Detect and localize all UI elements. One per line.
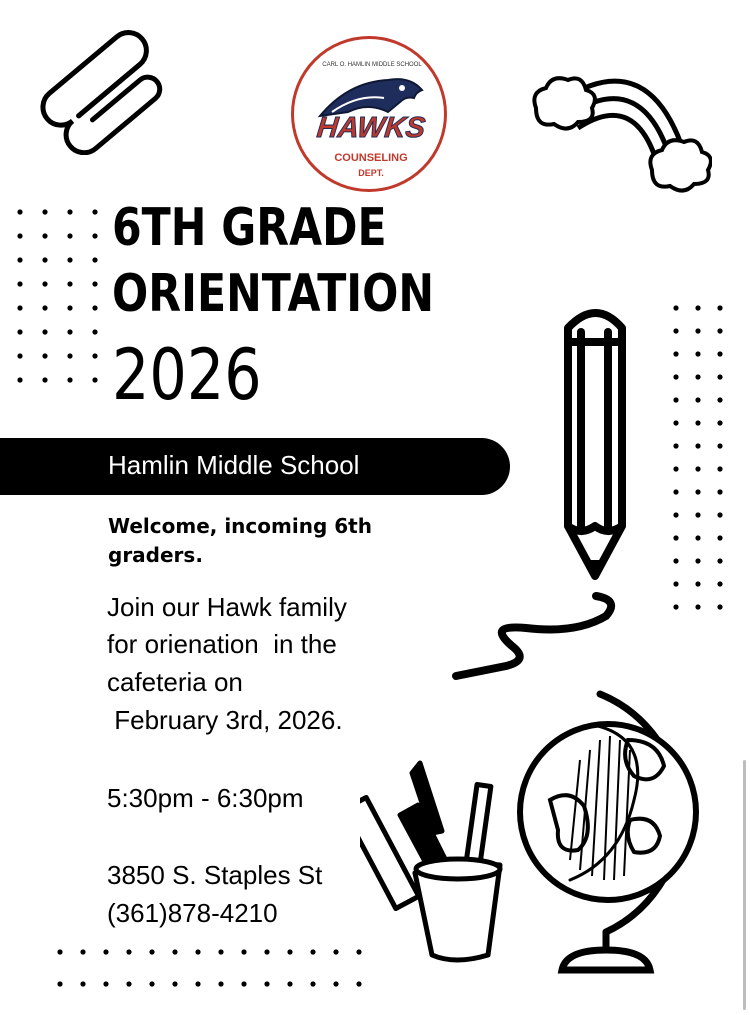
contact-phone: (361)878-4210 — [107, 898, 278, 928]
decor-dot — [17, 329, 22, 334]
event-address: 3850 S. Staples St — [107, 860, 323, 890]
decor-dot — [673, 558, 678, 563]
logo-hawks-wordmark: HAWKS — [315, 112, 427, 144]
decor-dot — [333, 949, 338, 954]
decor-dot — [218, 949, 223, 954]
decor-dot — [92, 209, 97, 214]
decor-dot — [42, 329, 47, 334]
paperclip-icon — [40, 30, 175, 155]
logo-school-name: CARL O. HAMLIN MIDDLE SCHOOL — [322, 62, 422, 68]
decor-dot — [695, 328, 700, 333]
decor-dot — [673, 535, 678, 540]
decor-dot — [264, 949, 269, 954]
decor-dot — [126, 981, 131, 986]
decor-dot — [92, 353, 97, 358]
title-line-1: 6TH GRADE — [112, 198, 387, 258]
decor-dot — [42, 257, 47, 262]
decor-dot — [67, 257, 72, 262]
welcome-heading: Welcome, incoming 6th graders. — [108, 514, 372, 567]
decor-dot — [67, 233, 72, 238]
decor-dot — [717, 443, 722, 448]
decor-dot — [17, 305, 22, 310]
decor-dot — [695, 420, 700, 425]
decor-dot — [673, 489, 678, 494]
school-name-label: Hamlin Middle School — [108, 450, 360, 480]
decor-dot — [673, 374, 678, 379]
decor-dot — [695, 558, 700, 563]
logo-dept: DEPT. — [358, 168, 384, 178]
decor-dot — [695, 374, 700, 379]
decor-dot — [673, 466, 678, 471]
decor-dot — [717, 328, 722, 333]
decor-dot — [57, 981, 62, 986]
decor-dot — [717, 535, 722, 540]
logo-counseling: COUNSELING — [334, 152, 408, 164]
decor-dot — [717, 581, 722, 586]
decor-dot — [92, 305, 97, 310]
decor-dot — [310, 949, 315, 954]
decor-dot — [310, 981, 315, 986]
decor-dot — [717, 374, 722, 379]
decor-dot — [92, 329, 97, 334]
decor-dot — [92, 281, 97, 286]
decor-dot — [241, 949, 246, 954]
decor-dot — [695, 351, 700, 356]
decor-dot — [17, 233, 22, 238]
event-time: 5:30pm - 6:30pm — [107, 783, 304, 813]
decor-dot — [717, 604, 722, 609]
decor-dot — [103, 949, 108, 954]
decor-dot — [717, 466, 722, 471]
decor-dot — [17, 353, 22, 358]
decor-dot — [92, 377, 97, 382]
decor-dot — [695, 305, 700, 310]
decor-dot — [42, 305, 47, 310]
decor-dot — [17, 281, 22, 286]
title-line-2: ORIENTATION — [112, 264, 435, 324]
decor-dot — [717, 351, 722, 356]
decor-dot — [42, 281, 47, 286]
decor-dot — [673, 443, 678, 448]
decor-dot — [149, 981, 154, 986]
decor-dot — [195, 981, 200, 986]
decor-dot — [673, 512, 678, 517]
decor-dot — [695, 535, 700, 540]
decor-dot — [67, 353, 72, 358]
decor-dot — [356, 981, 361, 986]
decor-dot — [42, 353, 47, 358]
decor-dot — [92, 233, 97, 238]
decor-dot — [172, 981, 177, 986]
decor-dot — [67, 329, 72, 334]
decor-dot — [287, 981, 292, 986]
decor-dot — [17, 257, 22, 262]
decor-dot — [695, 443, 700, 448]
decor-dot — [67, 209, 72, 214]
globe-icon — [510, 680, 725, 980]
decor-dot — [42, 377, 47, 382]
decor-dot — [67, 377, 72, 382]
decor-dot — [103, 981, 108, 986]
decor-dot — [126, 949, 131, 954]
decor-dot — [333, 981, 338, 986]
decor-dot — [673, 305, 678, 310]
decor-dot — [67, 305, 72, 310]
decor-dot — [673, 351, 678, 356]
decor-dot — [92, 257, 97, 262]
details-line-1: Join our Hawk family — [107, 592, 347, 622]
decor-dot — [673, 397, 678, 402]
decor-dot — [695, 397, 700, 402]
decor-dot — [264, 981, 269, 986]
decor-dot — [717, 489, 722, 494]
decor-dot — [195, 949, 200, 954]
decor-dot — [42, 233, 47, 238]
decor-dot — [695, 466, 700, 471]
decor-dot — [287, 949, 292, 954]
decor-dot — [717, 420, 722, 425]
decor-dot — [717, 512, 722, 517]
decor-dot — [172, 949, 177, 954]
decor-dot — [695, 604, 700, 609]
decor-dot — [17, 209, 22, 214]
decor-dot — [80, 981, 85, 986]
decor-dot — [717, 558, 722, 563]
decor-dot — [218, 981, 223, 986]
decor-dot — [149, 949, 154, 954]
decor-dot — [241, 981, 246, 986]
decor-dot — [695, 489, 700, 494]
decor-dot — [717, 305, 722, 310]
decor-dot — [673, 328, 678, 333]
rainbow-icon — [522, 52, 712, 202]
event-date: February 3rd, 2026. — [107, 705, 343, 735]
scrollbar[interactable] — [743, 760, 746, 1010]
decor-dot — [57, 949, 62, 954]
decor-dot — [80, 949, 85, 954]
details-line-3: cafeteria on — [107, 667, 243, 697]
decor-dot — [17, 377, 22, 382]
details-line-2: for orienation in the — [107, 629, 337, 659]
decor-dot — [695, 581, 700, 586]
decor-dot — [695, 512, 700, 517]
decor-dot — [67, 281, 72, 286]
pencil-cup-icon — [360, 755, 510, 970]
decor-dot — [673, 604, 678, 609]
decor-dot — [673, 420, 678, 425]
decor-dot — [673, 581, 678, 586]
decor-dot — [717, 397, 722, 402]
decor-dot — [42, 209, 47, 214]
title-year: 2026 — [112, 334, 262, 416]
